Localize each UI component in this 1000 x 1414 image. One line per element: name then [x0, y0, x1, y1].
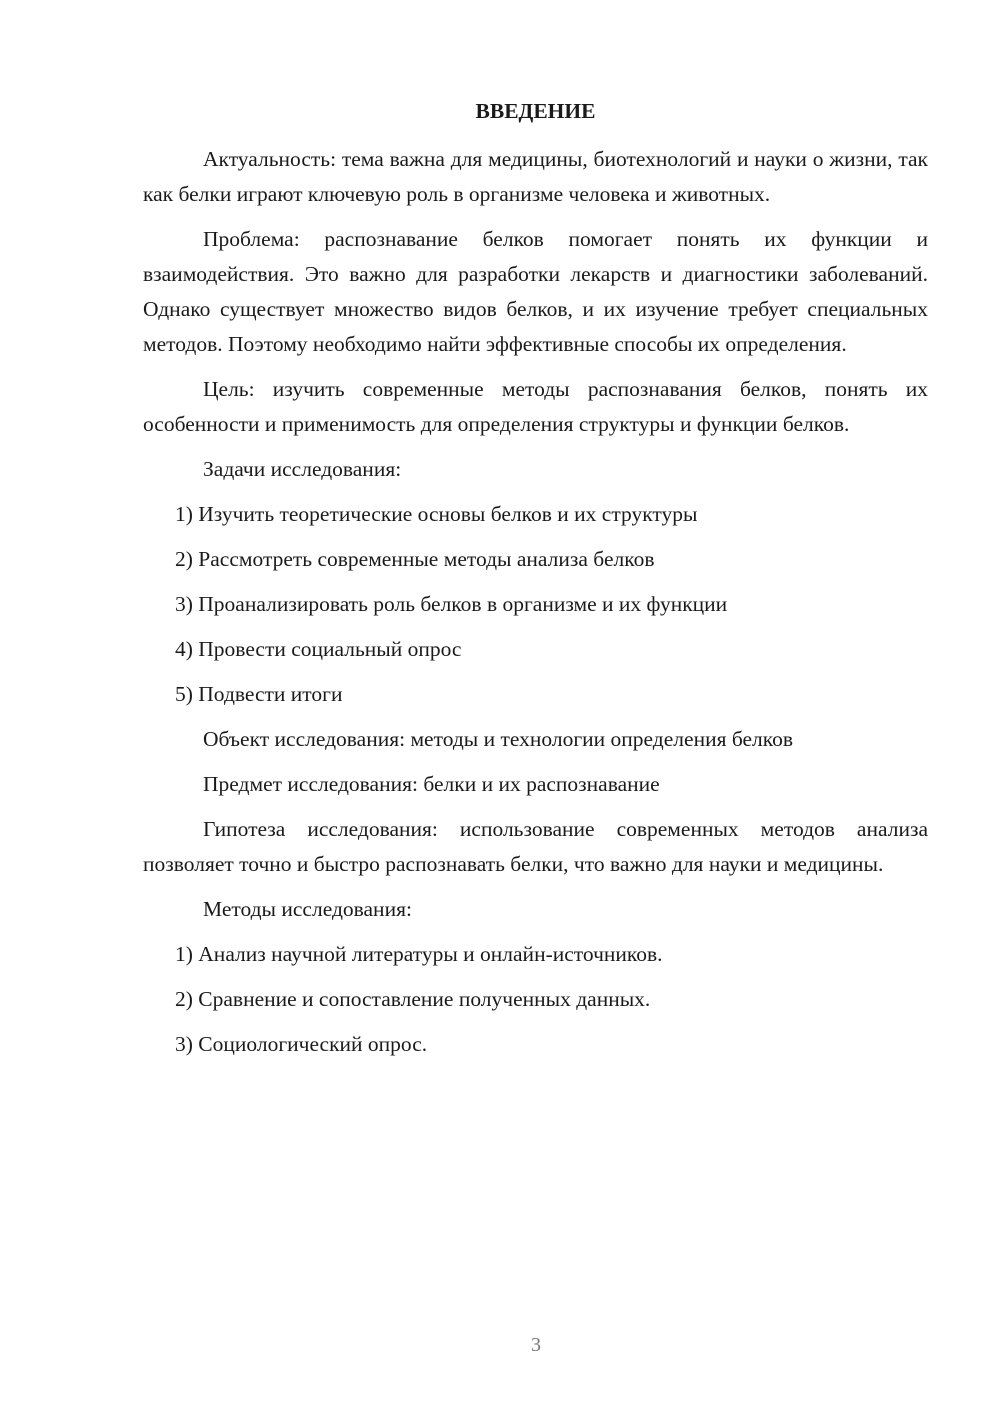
task-item: 3) Проанализировать роль белков в организме и их функции — [175, 592, 728, 616]
object-line: Объект исследования: методы и технологии определения белков — [203, 727, 794, 751]
task-item: 1) Изучить теоретические основы белков и их структуры — [175, 502, 698, 526]
method-item: 1) Анализ научной литературы и онлайн-источников. — [175, 942, 663, 966]
task-item: 5) Подвести итоги — [175, 682, 343, 706]
method-item: 3) Социологический опрос. — [175, 1032, 428, 1056]
document-page — [143, 96, 928, 1072]
page-number: 3 — [531, 1334, 541, 1356]
subject-line: Предмет исследования: белки и их распознавание — [203, 772, 660, 796]
methods-heading: Методы исследования: — [203, 897, 412, 921]
hypothesis-paragraph: Гипотеза исследования: использование современных методов анализа позволяет точно и быстро распознавать белки, что важно для науки и медицины. — [143, 817, 928, 876]
tasks-heading: Задачи исследования: — [203, 457, 402, 481]
methods-list — [143, 937, 928, 1062]
tasks-list — [143, 497, 928, 712]
task-item: 4) Провести социальный опрос — [175, 637, 462, 661]
method-item: 2) Сравнение и сопоставление полученных данных. — [175, 987, 651, 1011]
section-title: ВВЕДЕНИЕ — [475, 99, 596, 123]
task-item: 2) Рассмотреть современные методы анализа белков — [175, 547, 655, 571]
problem-paragraph: Проблема: распознавание белков помогает понять их функции и взаимодействия. Это важно для разработки лекарств и диагностики заболеваний. Однако существует множество видов белков, и их изучение требует специальных методов. Поэтому необходимо найти эффективные способы их определения. — [143, 227, 928, 356]
relevance-paragraph: Актуальность: тема важна для медицины, биотехнологий и науки о жизни, так как белки играют ключевую роль в организме человека и животных. — [143, 147, 928, 206]
goal-paragraph: Цель: изучить современные методы распознавания белков, понять их особенности и применимость для определения структуры и функции белков. — [143, 377, 928, 436]
